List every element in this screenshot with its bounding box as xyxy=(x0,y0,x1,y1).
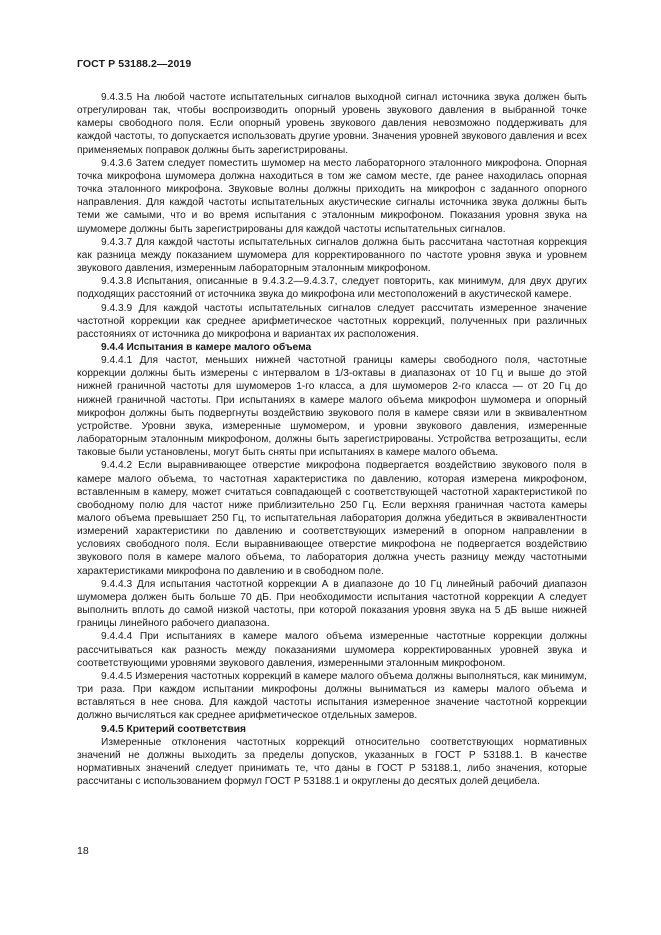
paragraph: 9.4.3.7 Для каждой частоты испытательных сигналов должна быть рассчитана частотная коррекция как разница между показанием шумомера для корректированного по частоте уровня звука и уровнем звукового давления, измеренным лабораторным эталонным микрофоном. xyxy=(77,236,587,275)
paragraph: 9.4.3.5 На любой частоте испытательных сигналов выходной сигнал источника звука должен быть отрегулирован так, чтобы воспроизводить опорный уровень звукового давления в выбранной точке камеры свободного поля. Если опорный уровень звукового давления невозможно поддерживать для каждой частоты, то допускается использовать другие уровни. Значения уровней звукового давления и всех применяемых поправок должны быть зарегистрированы. xyxy=(77,92,587,156)
paragraph: 9.4.4.3 Для испытания частотной коррекции А в диапазоне до 10 Гц линейный рабочий диапазон шумомера должен быть больше 70 дБ. При необходимости испытания частотной коррекции А следует выполнить вплоть до самой низкой частоты, при которой показания уровня звука на 5 дБ выше нижней границы линейного рабочего диапазона. xyxy=(77,578,587,630)
paragraph: Измеренные отклонения частотных коррекций относительно соответствующих нормативных значений не должны выходить за пределы допусков, указанных в ГОСТ Р 53188.1. В качестве нормативных значений следует принимать те, что даны в ГОСТ Р 53188.1, либо значения, которые рассчитаны с использованием формул ГОСТ Р 53188.1 и округлены до десятых долей децибела. xyxy=(77,736,587,788)
paragraph: 9.4.4.5 Измерения частотных коррекций в камере малого объема должны выполняться, как минимум, три раза. При каждом испытании микрофоны должны выниматься из камеры малого объема и вставляться в нее снова. Для каждой частоты испытания измеренное значение частотной коррекции должно вычисляться как среднее арифметическое отдельных замеров. xyxy=(77,670,587,722)
page-number: 18 xyxy=(77,845,89,857)
paragraph: 9.4.3.8 Испытания, описанные в 9.4.3.2—9.4.3.7, следует повторить, как минимум, для двух других подходящих расстояний от источника звука до микрофона или местоположений в акустической камере. xyxy=(77,276,587,301)
page-header: ГОСТ Р 53188.2—2019 xyxy=(77,58,192,70)
paragraph: 9.4.3.6 Затем следует поместить шумомер на место лабораторного эталонного микрофона. Опорная точка микрофона шумомера должна находиться в том же самом месте, где ранее находилась опорная точка эталонного микрофона. Звуковые волны должны приходить на микрофон с заданного опорного направления. Для каждой частоты испытательных акустические сигналы источника звука должны быть теми же самыми, что и во время испытания с эталонным микрофоном. Показания уровня звука на шумомере должны быть зарегистрированы для каждой частоты испытательных сигналов. xyxy=(77,157,587,235)
section-heading: 9.4.5 Критерий соответствия xyxy=(101,723,246,735)
document-body xyxy=(77,91,587,788)
paragraph: 9.4.3.9 Для каждой частоты испытательных сигналов следует рассчитать измеренное значение частотной коррекции как среднее арифметическое частотных коррекций, полученных при различных расстояниях от источника до микрофона и вариантах их расположения. xyxy=(77,302,587,340)
paragraph: 9.4.4.2 Если выравнивающее отверстие микрофона подвергается воздействию звукового поля в камере малого объема, то частотная характеристика по давлению, которая измерена микрофоном, вставленным в камеру, может считаться совпадающей с соответствующей частотной характеристикой по свободному полю для частот ниже приблизительно 250 Гц. Если верхняя граничная частота камеры малого объема превышает 250 Гц, то испытательная лаборатория должна убедиться в эквивалентности измерений характеристики по давлению и соответствующих измерений в опорном направлении в условиях свободного поля. Если выравнивающее отверстие микрофона не подвергается воздействию звукового поля в камере малого объема, то лаборатория должна учесть разницу между частотными характеристиками микрофона по давлению и в свободном поле. xyxy=(77,460,587,577)
paragraph: 9.4.4.1 Для частот, меньших нижней частотной границы камеры свободного поля, частотные коррекции должны быть измерены с интервалом в 1/3-октавы в диапазонах от 10 Гц и выше до этой нижней граничной частоты для шумомеров 1-го класса, а для шумомеров 2-го класса — от 20 Гц до нижней граничной частоты. При испытаниях в камере малого объема микрофон шумомера и опорный микрофон должны быть подвергнуты воздействию звукового поля в камере связи или в эквивалентном устройстве. Уровни звука, измеренные шумомером, и уровни звукового давления, измеренные лабораторным эталонным микрофоном, должны быть зарегистрированы. Устройства ветрозащиты, если таковые были установлены, могут быть сняты при испытаниях в камере малого объема. xyxy=(77,355,587,459)
paragraph: 9.4.4.4 При испытаниях в камере малого объема измеренные частотные коррекции должны рассчитываться как разность между показаниями шумомера корректированных уровней звука и соответствующими уровнями звукового давления, измеренными эталонным микрофоном. xyxy=(77,631,587,669)
section-heading: 9.4.4 Испытания в камере малого объема xyxy=(101,341,312,353)
